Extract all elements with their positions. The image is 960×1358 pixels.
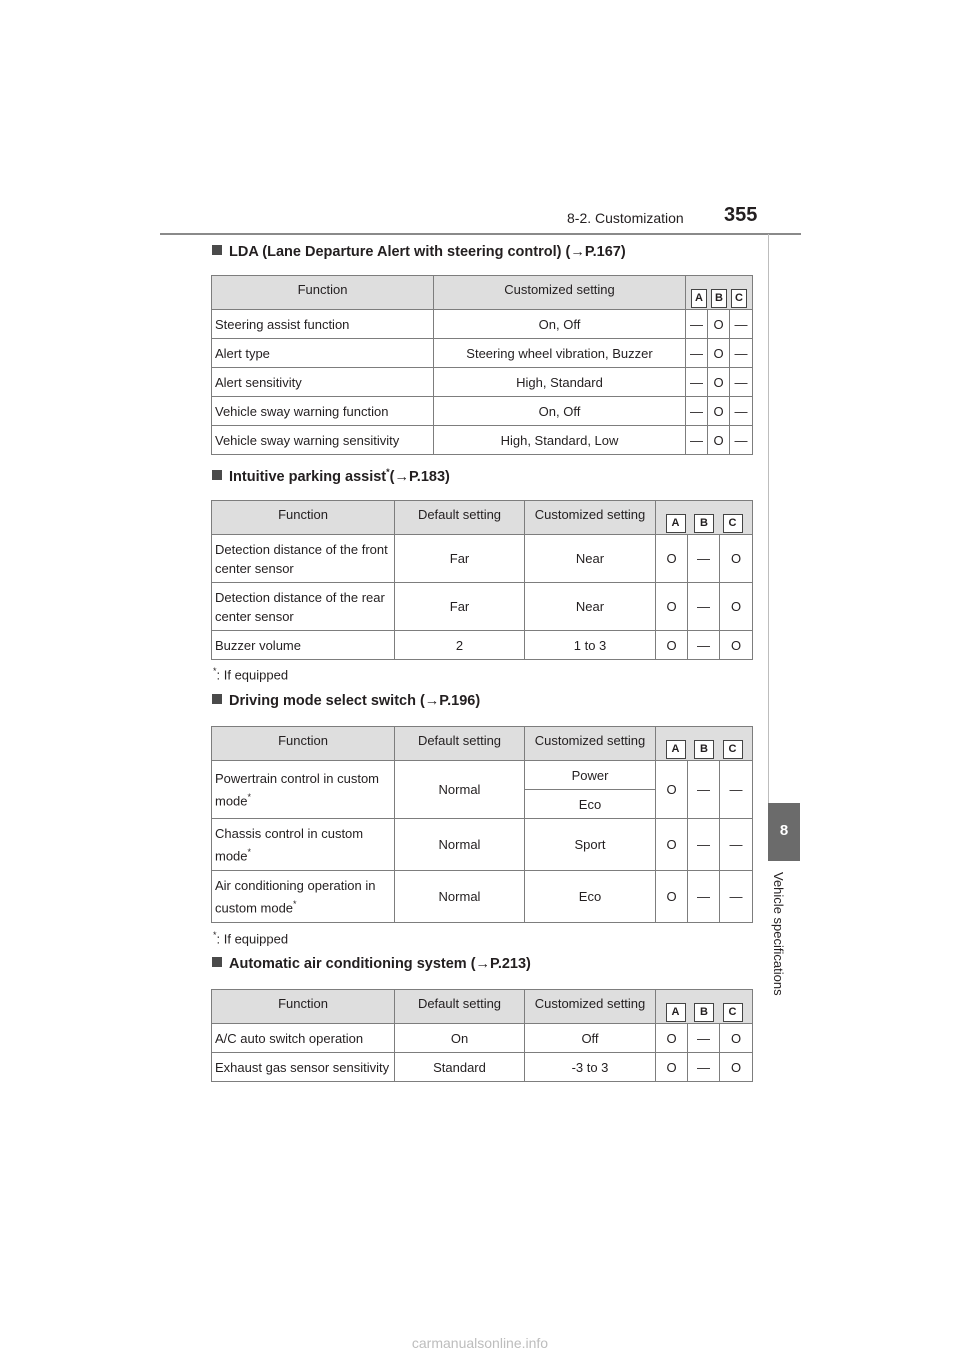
custom-cell: -3 to 3 [525, 1053, 656, 1082]
a-cell: — [686, 397, 708, 426]
a-cell: — [686, 426, 708, 455]
col-letter: C [723, 514, 743, 533]
a-cell: O [656, 631, 688, 660]
drive-title: Driving mode select switch (→P.196) [229, 693, 481, 709]
c-cell: O [720, 1024, 753, 1053]
function-cell: Exhaust gas sensor sensitivity [212, 1053, 395, 1082]
b-cell: — [688, 871, 720, 923]
b-cell: — [688, 535, 720, 583]
col-header: Function [212, 501, 395, 535]
function-cell: A/C auto switch operation [212, 1024, 395, 1053]
parking-title-ref: (→P.183) [389, 468, 450, 485]
setting-cell: On, Off [434, 310, 686, 339]
col-letter: A [666, 1003, 686, 1022]
b-cell: — [688, 1024, 720, 1053]
function-cell: Buzzer volume [212, 631, 395, 660]
col-letter: C [731, 289, 747, 308]
function-cell: Alert type [212, 339, 434, 368]
col-letter: C [723, 1003, 743, 1022]
col-header: Customized setting [525, 501, 656, 535]
square-bullet-icon [212, 470, 222, 480]
c-cell: O [720, 631, 753, 660]
col-header: Customized setting [525, 727, 656, 761]
c-cell: — [730, 368, 753, 397]
square-bullet-icon [212, 957, 222, 967]
table-row [212, 583, 753, 631]
setting-cell: High, Standard [434, 368, 686, 397]
b-cell: O [708, 339, 730, 368]
custom-cell: Sport [525, 819, 656, 871]
table-row [212, 1024, 753, 1053]
table-row [212, 368, 753, 397]
default-cell: Normal [395, 819, 525, 871]
c-cell: O [720, 583, 753, 631]
col-header: Default setting [395, 501, 525, 535]
col-header: Default setting [395, 727, 525, 761]
b-cell: — [688, 1053, 720, 1082]
c-cell: — [730, 339, 753, 368]
lda-table [211, 275, 753, 455]
c-cell: — [720, 819, 753, 871]
function-cell [212, 819, 395, 871]
ac-heading [212, 956, 531, 972]
a-cell: O [656, 535, 688, 583]
table-row [212, 819, 753, 871]
col-letter: B [694, 1003, 714, 1022]
function-cell: Detection distance of the rear center sensor [212, 583, 395, 631]
table-header-row [212, 276, 753, 310]
function-cell: Alert sensitivity [212, 368, 434, 397]
b-cell: O [708, 426, 730, 455]
footnote-text: : If equipped [216, 931, 289, 947]
col-header: Customized setting [525, 990, 656, 1024]
table-row [212, 339, 753, 368]
default-cell: Normal [395, 871, 525, 923]
table-row [212, 1053, 753, 1082]
col-header: Customized setting [434, 276, 686, 310]
a-cell: O [656, 583, 688, 631]
default-cell: 2 [395, 631, 525, 660]
a-cell: O [656, 871, 688, 923]
b-cell: — [688, 583, 720, 631]
col-letter: B [694, 740, 714, 759]
b-cell: — [688, 631, 720, 660]
custom-cell: Near [525, 535, 656, 583]
default-cell: Standard [395, 1053, 525, 1082]
col-letter: C [723, 740, 743, 759]
c-cell: O [720, 1053, 753, 1082]
a-cell: — [686, 368, 708, 397]
b-cell: O [708, 397, 730, 426]
a-cell: O [656, 761, 688, 819]
function-text: Chassis control in custom mode [215, 825, 364, 864]
table-row [212, 426, 753, 455]
table-row [212, 310, 753, 339]
drive-heading [212, 693, 480, 709]
table-row [212, 535, 753, 583]
a-cell: O [656, 819, 688, 871]
ac-title: Automatic air conditioning system (→P.213) [229, 956, 531, 972]
function-cell [212, 761, 395, 819]
function-cell: Vehicle sway warning function [212, 397, 434, 426]
square-bullet-icon [212, 694, 222, 704]
b-cell: — [688, 819, 720, 871]
abc-header [686, 276, 753, 310]
lda-title: LDA (Lane Departure Alert with steering control) (→P.167) [229, 244, 626, 260]
function-text: Air conditioning operation in custom mode [215, 877, 376, 916]
square-bullet-icon [212, 245, 222, 255]
table-row [212, 397, 753, 426]
abc-header [656, 501, 753, 535]
lda-heading [212, 244, 626, 260]
b-cell: O [708, 310, 730, 339]
table-header-row [212, 990, 753, 1024]
chapter-number: 8 [779, 822, 789, 839]
b-cell: — [688, 761, 720, 819]
c-cell: — [730, 397, 753, 426]
parking-title: Intuitive parking assist [229, 468, 387, 485]
custom-cell: Off [525, 1024, 656, 1053]
custom-cell: Eco [525, 871, 656, 923]
col-header: Function [212, 276, 434, 310]
section-title: 8-2. Customization [567, 210, 684, 226]
custom-cell: Near [525, 583, 656, 631]
table-row [212, 871, 753, 923]
default-cell: Far [395, 535, 525, 583]
table-row [212, 631, 753, 660]
b-cell: O [708, 368, 730, 397]
table-row [212, 761, 753, 790]
function-cell: Steering assist function [212, 310, 434, 339]
table-header-row [212, 501, 753, 535]
default-cell: On [395, 1024, 525, 1053]
function-cell [212, 871, 395, 923]
col-header: Function [212, 727, 395, 761]
footnote-star: * [213, 666, 217, 676]
page-number: 355 [724, 204, 758, 226]
side-divider [768, 234, 769, 804]
function-cell: Detection distance of the front center sensor [212, 535, 395, 583]
custom-cell: 1 to 3 [525, 631, 656, 660]
ac-table [211, 989, 753, 1082]
c-cell: O [720, 535, 753, 583]
footnote [213, 930, 288, 946]
footnote-star: * [247, 791, 252, 802]
a-cell: — [686, 339, 708, 368]
a-cell: — [686, 310, 708, 339]
drive-table [211, 726, 753, 923]
function-cell: Vehicle sway warning sensitivity [212, 426, 434, 455]
a-cell: O [656, 1024, 688, 1053]
col-header: Function [212, 990, 395, 1024]
footnote-star: * [386, 467, 390, 477]
setting-cell: On, Off [434, 397, 686, 426]
c-cell: — [720, 871, 753, 923]
footnote-star: * [293, 898, 297, 909]
watermark: carmanualsonline.info [411, 1335, 549, 1351]
default-cell: Far [395, 583, 525, 631]
col-letter: A [666, 514, 686, 533]
footnote-text: : If equipped [216, 667, 289, 683]
footnote [213, 666, 288, 682]
c-cell: — [720, 761, 753, 819]
a-cell: O [656, 1053, 688, 1082]
table-header-row [212, 727, 753, 761]
custom-cell: Eco [525, 790, 656, 819]
col-letter: B [711, 289, 727, 308]
footnote-star: * [213, 930, 217, 940]
c-cell: — [730, 310, 753, 339]
c-cell: — [730, 426, 753, 455]
default-cell: Normal [395, 761, 525, 819]
parking-table [211, 500, 753, 660]
parking-heading [212, 467, 450, 485]
col-letter: B [694, 514, 714, 533]
abc-header [656, 990, 753, 1024]
col-letter: A [691, 289, 707, 308]
header-divider [160, 233, 801, 235]
col-letter: A [666, 740, 686, 759]
col-header: Default setting [395, 990, 525, 1024]
function-text: Powertrain control in custom mode [215, 770, 380, 809]
footnote-star: * [247, 846, 252, 857]
chapter-title: Vehicle specifications [771, 872, 786, 996]
setting-cell: High, Standard, Low [434, 426, 686, 455]
custom-cell: Power [525, 761, 656, 790]
setting-cell: Steering wheel vibration, Buzzer [434, 339, 686, 368]
abc-header [656, 727, 753, 761]
